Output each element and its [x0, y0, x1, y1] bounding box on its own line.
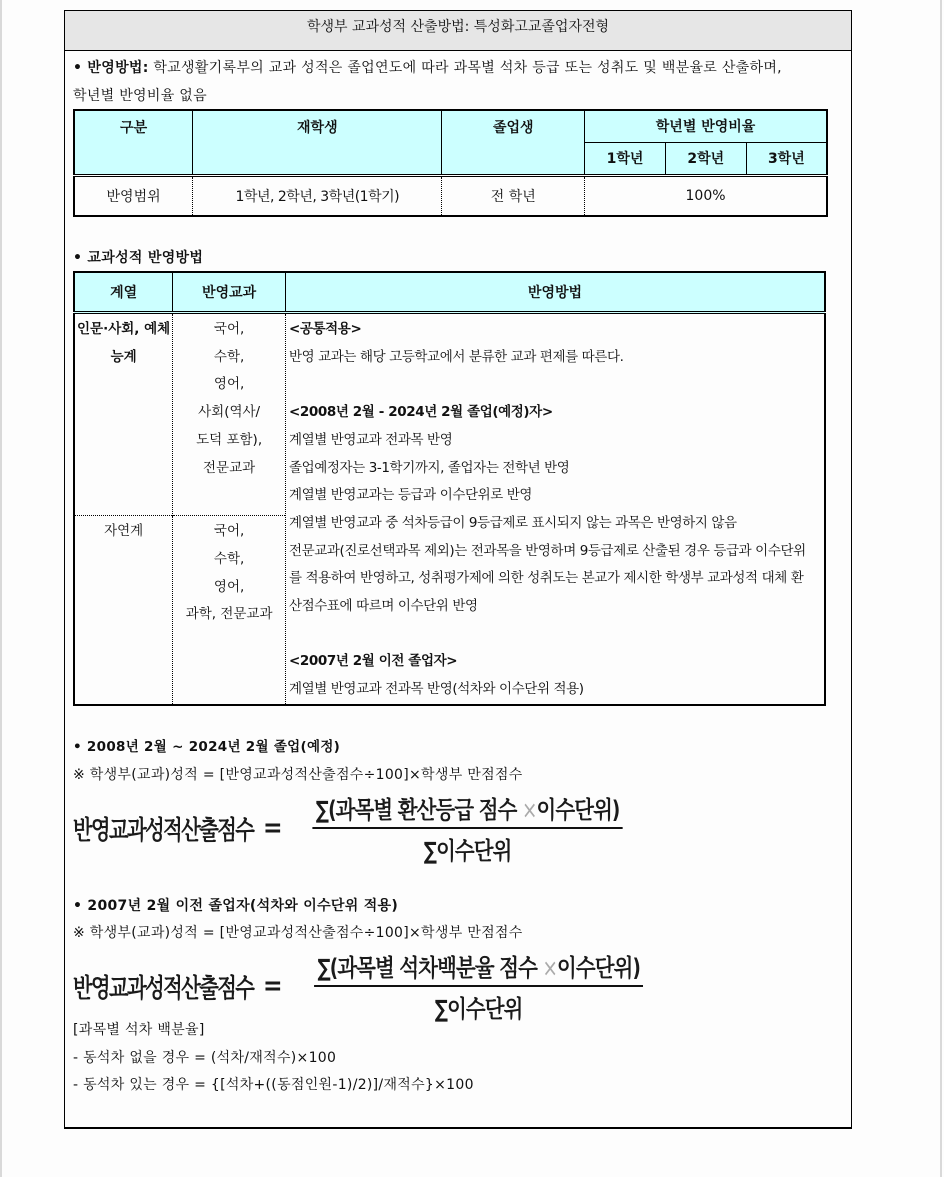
method-line: 계열별 반영교과 전과목 반영	[288, 431, 453, 448]
formula-graded	[73, 796, 650, 865]
header-subjects: 반영교과	[173, 272, 286, 313]
subject-item: 수학,	[213, 348, 245, 365]
intro-label: • 반영방법:	[73, 60, 149, 76]
header-graduates: 졸업생	[442, 110, 585, 175]
subject-item: 국어,	[213, 321, 245, 337]
header-grade3: 3학년	[746, 142, 827, 175]
method-table	[73, 271, 826, 706]
intro-text-line2: 학년별 반영비율 없음	[73, 88, 207, 104]
section4-heading: • 2007년 2월 이전 졸업자(석차와 이수단위 적용)	[73, 898, 399, 914]
method-blank-line	[289, 371, 824, 399]
subject-item: 과학, 전문교과	[185, 606, 273, 623]
subject-item: 수학,	[213, 550, 245, 567]
section2-heading: • 교과성적 반영방법	[73, 250, 204, 266]
method-line: 계열별 반영교과는 등급과 이수단위로 반영	[288, 487, 533, 504]
formula-equals: =	[263, 971, 283, 1001]
formula-lhs: 반영교과성적산출점수	[73, 973, 254, 1004]
subject-item: 도덕 포함),	[196, 431, 263, 448]
cell-current: 1학년, 2학년, 3학년(1학기)	[193, 175, 442, 216]
header-track: 계열	[74, 272, 173, 313]
subject-item: 사회(역사/	[198, 404, 261, 421]
header-method: 반영방법	[285, 272, 825, 313]
method-line: 계열별 반영교과 중 석차등급이 9등급제로 표시되지 않는 과목은 반영하지 않음	[288, 514, 737, 531]
header-grade2: 2학년	[665, 142, 746, 175]
track-line: 능계	[110, 348, 137, 365]
method-line: 계열별 반영교과 전과목 반영(석차와 이수단위 적용)	[288, 681, 584, 698]
subjects-natural-science	[173, 516, 286, 705]
header-grade1: 1학년	[585, 142, 666, 175]
document-title: 학생부 교과성적 산출방법: 특성화고교졸업자전형	[65, 11, 851, 51]
track-humanities	[74, 313, 173, 516]
method-line: <공통적용>	[288, 321, 362, 337]
formula-denominator: ∑이수단위	[423, 837, 512, 865]
percentile-case-tie: - 동석차 있는 경우 = {[석차+((동점인원-1)/2)]/재적수}×100	[73, 1077, 474, 1093]
numerator-text: ∑(과목별 환산등급 점수	[315, 796, 522, 824]
page-edge-right	[940, 0, 942, 1177]
subject-item: 영어,	[213, 376, 245, 393]
section3-note: ※ 학생부(교과)성적 = [반영교과성적산출점수÷100]×학생부 만점점수	[73, 767, 523, 783]
formula-denominator: ∑이수단위	[434, 995, 523, 1023]
track-natural-science	[74, 516, 173, 705]
percentile-title: [과목별 석차 백분율]	[73, 1022, 205, 1038]
numerator-text: 이수단위)	[556, 954, 640, 982]
track-line: 인문·사회, 예체	[77, 321, 171, 337]
method-line: 전문교과(진로선택과목 제외)는 전과목을 반영하며 9등급제로 산출된 경우 등급과 이수단위	[288, 542, 806, 559]
header-grade-ratio: 학년별 반영비율	[585, 110, 827, 142]
formula-numerator	[314, 948, 643, 987]
section3-heading: • 2008년 2월 ~ 2024년 2월 졸업(예정)	[73, 739, 341, 755]
header-category: 구분	[74, 110, 193, 175]
cell-graduate: 전 학년	[442, 175, 585, 216]
intro-paragraph	[73, 54, 849, 110]
section4-note: ※ 학생부(교과)성적 = [반영교과성적산출점수÷100]×학생부 만점점수	[73, 925, 523, 941]
times-sign: ×	[542, 954, 557, 982]
method-line: 를 적용하여 반영하고, 성취평가제에 의한 성취도는 본교가 제시한 학생부 교과성적 대체 환	[288, 570, 804, 587]
formula-fraction	[285, 790, 650, 866]
formula-equals: =	[263, 813, 283, 843]
numerator-text: 이수단위)	[536, 796, 620, 824]
formula-percentile	[73, 954, 672, 1023]
method-line: 산점수표에 따르며 이수단위 반영	[288, 598, 478, 615]
formula-lhs: 반영교과성적산출점수	[73, 815, 254, 846]
page-edge-left	[0, 0, 2, 1177]
percentile-case-no-tie: - 동석차 없을 경우 = (석차/재적수)×100	[73, 1050, 337, 1066]
subject-item: 국어,	[213, 523, 245, 540]
track-line: 자연계	[104, 523, 144, 540]
table-row	[74, 175, 827, 216]
method-line: 졸업예정자는 3-1학기까지, 졸업자는 전학년 반영	[288, 459, 570, 476]
intro-text-line1: 학교생활기록부의 교과 성적은 졸업연도에 따라 과목별 석차 등급 또는 성취도 및 백분율로 산출하며,	[148, 60, 782, 76]
formula-fraction	[285, 948, 672, 1024]
cell-category: 반영범위	[74, 175, 193, 216]
subject-item: 영어,	[213, 578, 245, 595]
method-description	[285, 313, 825, 705]
ratio-table	[73, 109, 828, 217]
times-sign: ×	[521, 796, 537, 824]
formula-numerator	[312, 790, 622, 829]
cell-ratio: 100%	[585, 175, 827, 216]
method-line: <2008년 2월 - 2024년 2월 졸업(예정)자>	[288, 404, 553, 421]
subject-item: 전문교과	[203, 459, 256, 476]
table-row	[74, 313, 825, 516]
subjects-humanities	[173, 313, 286, 516]
method-line: <2007년 2월 이전 졸업자>	[288, 653, 458, 670]
document-box	[64, 10, 852, 1129]
header-current-students: 재학생	[193, 110, 442, 175]
method-line: 반영 교과는 해당 고등학교에서 분류한 교과 편제를 따른다.	[288, 348, 624, 365]
method-blank-line	[289, 621, 824, 649]
numerator-text: ∑(과목별 석차백분율 점수	[317, 954, 543, 982]
